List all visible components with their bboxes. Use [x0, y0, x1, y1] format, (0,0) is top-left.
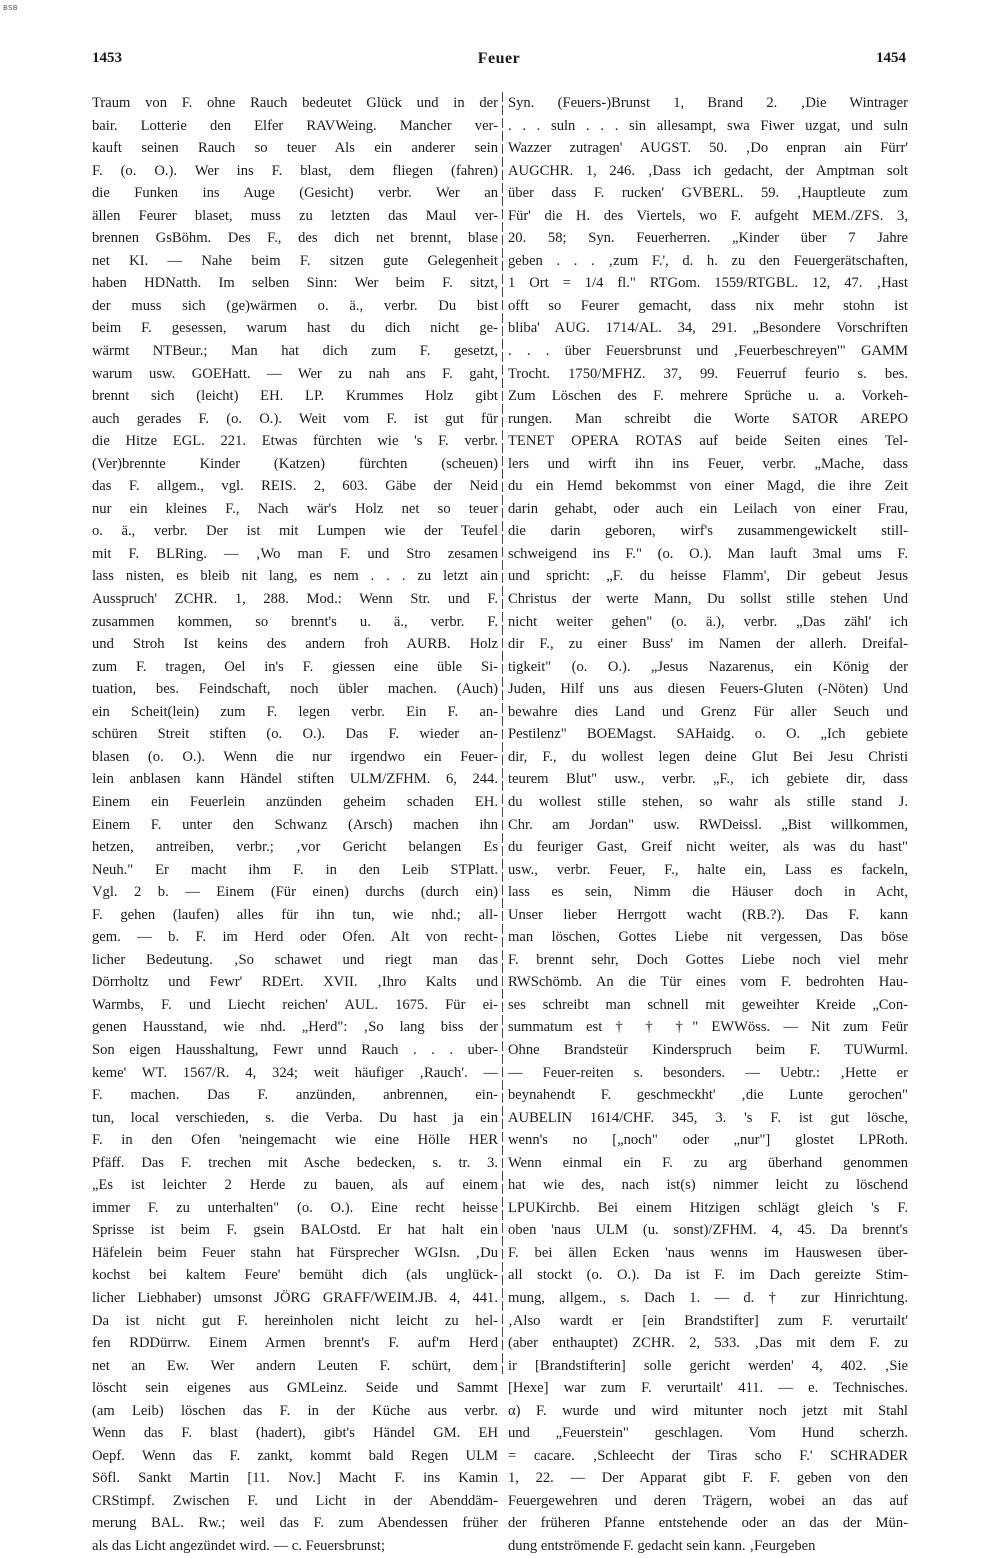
- text-line: RWSchömb. An die Tür eines vom F. bedrohten Hau-: [508, 974, 908, 991]
- text-line: brennen GsBöhm. Des F., des dich net brennt, blase: [92, 230, 498, 247]
- text-line: lass nisten, es bleib nit lang, es nem . . . zu letzt ain: [92, 568, 498, 585]
- text-line: Feuergewehren und deren Trägern, wobei an das auf: [508, 1492, 908, 1509]
- text-line: 20. 58; Syn. Feuerherren. „Kinder über 7 Jahre: [508, 230, 908, 247]
- text-line: und Stroh Ist keins des andern froh AURB. Holz: [92, 636, 498, 653]
- text-line: net an Ew. Wer andern Leuten F. schürt, dem: [92, 1357, 498, 1374]
- text-line: dir F., zu einer Buss' im Namen der allerh. Dreifal-: [508, 636, 908, 653]
- text-line: Trocht. 1750/MFHZ. 37, 99. Feuerruf feurio s. bes.: [508, 365, 908, 382]
- text-line: . . . suln . . . sin allesampt, swa Fiwer uzgat, und suln: [508, 117, 908, 134]
- text-line: nur ein kleines F., Nach wär's Holz net so teuer: [92, 500, 498, 517]
- text-line: Oepf. Wenn das F. zankt, kommt bald Regen ULM: [92, 1447, 498, 1464]
- text-line: und spricht: „F. du heisse Flamm', Dir gebeut Jesus: [508, 568, 908, 585]
- text-line: kochst bei kaltem Feure' bemüht dich (als unglück-: [92, 1267, 498, 1284]
- text-line: wenn's no [„noch" oder „nur"] glostet LPRoth.: [508, 1132, 908, 1149]
- text-line: F. gehen (laufen) alles für ihn tun, wie nhd.; all-: [92, 906, 498, 923]
- text-line: und „Feuerstein" geschlagen. Vom Hund scherzh.: [508, 1425, 908, 1442]
- text-line: dung entströmende F. gedacht sein kann. ‚Feurgeben: [508, 1538, 816, 1554]
- text-line: darin gehabt, oder auch ein Leilach von einer Frau,: [508, 500, 908, 517]
- text-line: Pestilenz" BOEMagst. SAHaidg. o. O. „Ich gebiete: [508, 726, 908, 743]
- text-line: licher Liebhaber) umsonst JÖRG GRAFF/WEIM.JB. 4, 441.: [92, 1289, 498, 1306]
- text-line: merung BAL. Rw.; weil das F. zum Abendessen früher: [92, 1515, 498, 1532]
- text-line: summatum est † † †" EWWöss. — Nit zum Feür: [508, 1019, 908, 1036]
- text-line: du feuriger Gast, Greif nicht weiter, als was du hast": [508, 839, 908, 856]
- text-line: ein Scheit(lein) zum F. legen verbr. Ein F. an-: [92, 703, 498, 720]
- text-line: Syn. (Feuers-)Brunst 1, Brand 2. ‚Die Wintrager: [508, 95, 908, 111]
- text-line: zum F. tragen, Oel in's F. giessen eine üble Si-: [92, 658, 498, 675]
- text-line: Juden, Hilf uns aus diesen Feuers-Gluten (-Nöten) Und: [508, 681, 908, 698]
- text-line: beim F. gesessen, warum hast du dich nicht ge-: [92, 320, 498, 337]
- text-line: hat wie des, nach ist(s) nimmer leicht zu löschend: [508, 1177, 908, 1194]
- text-line: F. (o. O.). Wer ins F. blast, dem fliegen (fahren): [92, 162, 498, 179]
- text-line: Da ist nicht gut F. hereinholen nicht leicht zu hel-: [92, 1312, 498, 1329]
- text-line: tuation, bes. Feindschaft, noch übler machen. (Auch): [92, 681, 498, 698]
- text-line: über dass F. rucken' GVBERL. 59. ‚Hauptleute zum: [508, 185, 908, 202]
- text-line: Für' die H. des Viertels, wo F. aufgeht MEM./ZFS. 3,: [508, 207, 908, 224]
- text-line: zusammen kommen, so brennt's u. ä., verbr. F.: [92, 613, 498, 630]
- text-line: licher Bedeutung. ‚So schawet und riegt man das: [92, 951, 498, 968]
- library-watermark: BSB: [3, 4, 18, 12]
- left-text-column: [92, 92, 498, 1554]
- text-line: = cacare. ‚Schleecht der Tiras scho F.' SCHRADER: [508, 1447, 908, 1464]
- text-line: AUGCHR. 1, 246. ‚Dass ich gedacht, der Amptman solt: [508, 162, 908, 179]
- text-line: AUBELIN 1614/CHF. 345, 3. 's F. ist gut lösche,: [508, 1109, 908, 1126]
- text-line: die darin geboren, wirf's zusammengewickelt still-: [508, 523, 908, 540]
- text-line: F. machen. Das F. anzünden, anbrennen, ein-: [92, 1087, 498, 1104]
- text-line: genen Hausstand, wie nhd. „Herd": ‚So lang biss der: [92, 1019, 498, 1036]
- text-line: (Ver)brennte Kinder (Katzen) fürchten (scheuen): [92, 455, 498, 472]
- text-line: keme' WT. 1567/R. 4, 324; weit häufiger ‚Rauch'. —: [92, 1064, 498, 1081]
- text-line: . . . über Feuersbrunst und ‚Feuerbeschreyen'" GAMM: [508, 343, 908, 360]
- text-line: beynahendt F. geschmeckht' ‚die Lunte gerochen": [508, 1087, 908, 1104]
- text-line: Christus der werte Mann, Du sollst stille stehen Und: [508, 591, 908, 608]
- text-line: CRStimpf. Zwischen F. und Licht in der Abenddäm-: [92, 1492, 498, 1509]
- text-line: Dörrholtz und Fewr' RDErt. XVII. ‚Ihro Kalts und: [92, 974, 498, 991]
- text-line: Chr. am Jordan" usw. RWDeissl. „Bist willkommen,: [508, 816, 908, 833]
- text-line: man löschen, Gottes Liebe nit vergessen, Das böse: [508, 929, 908, 946]
- text-line: dir, F., du wollest legen deine Glut Bei Jesu Christi: [508, 748, 908, 765]
- text-line: Söfl. Sankt Martin [11. Nov.] Macht F. ins Kamin: [92, 1470, 498, 1487]
- text-line: als das Licht angezündet wird. — c. Feuersbrunst;: [92, 1538, 386, 1554]
- text-line: Zum Löschen des F. mehrere Sprüche u. a. Vorkeh-: [508, 388, 908, 405]
- text-line: TENET OPERA ROTAS auf beide Seiten eines Tel-: [508, 433, 908, 450]
- text-line: „Es ist leichter 2 Herde zu bauen, als auf einem: [92, 1177, 498, 1194]
- text-line: mung, allgem., s. Dach 1. — d. † zur Hinrichtung.: [508, 1289, 908, 1306]
- text-line: die Funken ins Auge (Gesicht) verbr. Wer an: [92, 185, 498, 202]
- text-line: ‚Also wardt er [ein Brandstifter] zum F. verurtailt': [508, 1312, 908, 1329]
- text-line: tigkeit" (o. O.). „Jesus Nazarenus, ein König der: [508, 658, 908, 675]
- text-line: α) F. wurde und wird mitunter noch jetzt mit Stahl: [508, 1402, 908, 1419]
- text-line: auch gerades F. (o. O.). Weit vom F. ist gut für: [92, 410, 498, 427]
- text-line: offt so Feurer gemacht, dass nix mehr stohn ist: [508, 297, 908, 314]
- text-line: 1, 22. — Der Apparat gibt F. F. geben von den: [508, 1470, 908, 1487]
- running-headword: Feuer: [477, 50, 521, 67]
- text-line: teurem Blut" usw., verbr. „F., ich gebiete dir, dass: [508, 771, 908, 788]
- text-line: Einem F. unter den Schwanz (Arsch) machen ihn: [92, 816, 498, 833]
- text-line: bewahre dies Land und Grenz Für aller Seuch und: [508, 703, 908, 720]
- text-line: Unser lieber Herrgott wacht (RB.?). Das F. kann: [508, 906, 908, 923]
- text-line: oben 'naus ULM (u. sonst)/ZFHM. 4, 45. Da brennt's: [508, 1222, 908, 1239]
- text-line: Vgl. 2 b. — Einem (Für einen) durchs (durch ein): [92, 884, 498, 901]
- text-line: blasen (o. O.). Wenn die nur irgendwo ein Feuer-: [92, 748, 498, 765]
- text-line: Wenn das F. blast (hadert), gibt's Händel GM. EH: [92, 1425, 498, 1442]
- text-line: Sprisse ist beim F. gsein BALOstd. Er hat halt ein: [92, 1222, 498, 1239]
- text-line: schüren Streit stiften (o. O.). Das F. wieder an-: [92, 726, 498, 743]
- text-line: ses schreibt man schnell mit geweihter Kreide „Con-: [508, 996, 908, 1013]
- right-text-column: [508, 92, 908, 1554]
- text-line: die Hitze EGL. 221. Etwas fürchten wie 's F. verbr.: [92, 433, 498, 450]
- text-line: lein anblasen kann Händel stiften ULM/ZFHM. 6, 244.: [92, 771, 498, 788]
- text-line: lass es sein, Nimm die Häuser doch in Acht,: [508, 884, 908, 901]
- text-line: rungen. Man schreibt die Worte SATOR AREPO: [508, 410, 908, 427]
- text-line: o. ä., verbr. Der ist mit Lumpen wie der Teufel: [92, 523, 498, 540]
- text-line: net KI. — Nahe beim F. sitzen gute Gelegenheit: [92, 252, 498, 269]
- text-line: LPUKirchb. Bei einem Hitzigen schlägt gleich 's F.: [508, 1199, 908, 1216]
- text-line: warum usw. GOEHatt. — Wer zu nah ans F. gaht,: [92, 365, 498, 382]
- text-line: (am Leib) löschen das F. in der Küche aus verbr.: [92, 1402, 498, 1419]
- text-line: Warmbs, F. und Liecht reichen' AUL. 1675. Für ei-: [92, 996, 498, 1013]
- text-line: Ohne Brandsteür Kinderspruch beim F. TUWurml.: [508, 1041, 908, 1058]
- text-line: löscht sein eigenes aus GMLeinz. Seide und Sammt: [92, 1380, 498, 1397]
- text-line: ir [Brandstifterin] solle gericht werden' 4, 402. ‚Sie: [508, 1357, 908, 1374]
- text-line: lers und wirft ihn ins Feuer, verbr. „Mache, dass: [508, 455, 908, 472]
- text-line: du ein Hemd bekommst von einer Magd, die ihre Zeit: [508, 478, 908, 495]
- text-line: immer F. zu unterhalten" (o. O.). Eine recht heisse: [92, 1199, 498, 1216]
- text-line: Son eigen Hausshaltung, Fewr unnd Rauch . . . uber-: [92, 1041, 498, 1058]
- text-line: du wollest stille stehen, so wahr als stille stand J.: [508, 793, 908, 810]
- text-line: — Feuer-reiten s. besonders. — Uebtr.: ‚Hette er: [508, 1064, 908, 1081]
- text-line: das F. allgem., vgl. REIS. 2, 603. Gäbe der Neid: [92, 478, 498, 495]
- text-line: schweigend ins F." (o. O.). Man lauft 3mal ums F.: [508, 545, 908, 562]
- text-line: der muss sich (ge)wärmen o. ä., verbr. Du bist: [92, 297, 498, 314]
- text-line: Häfelein beim Feuer stahn hat Fürsprecher WGIsn. ‚Du: [92, 1244, 498, 1261]
- text-line: Pfäff. Das F. trechen mit Asche bedecken, s. tr. 3.: [92, 1154, 498, 1171]
- text-line: [Hexe] war zum F. verurtailt' 411. — e. Technisches.: [508, 1380, 908, 1397]
- text-line: tun, local verschieden, s. die Verba. Du hast ja ein: [92, 1109, 498, 1126]
- text-line: Einem ein Feuerlein anzünden geheim schaden EH.: [92, 793, 498, 810]
- left-column-number: 1453: [92, 50, 122, 66]
- text-line: brennt sich (leicht) EH. LP. Krummes Holz gibt: [92, 388, 498, 405]
- text-line: fen RDDürrw. Einem Armen brennt's F. auf'm Herd: [92, 1335, 498, 1352]
- text-line: haben HDNatth. Im selben Sinn: Wer beim F. sitzt,: [92, 275, 498, 292]
- text-line: gem. — b. F. im Herd oder Ofen. Alt von recht-: [92, 929, 498, 946]
- text-line: all stockt (o. O.). Da ist F. im Dach gereizte Stim-: [508, 1267, 908, 1284]
- text-line: ällen Feurer blaset, muss zu letzten das Maul ver-: [92, 207, 498, 224]
- text-line: usw., verbr. Feuer, F., halte ein, Lass es fackeln,: [508, 861, 908, 878]
- text-line: mit F. BLRing. — ‚Wo man F. und Stro zesamen: [92, 545, 498, 562]
- text-line: geben . . . ‚zum F.', d. h. zu den Feuergerätschaften,: [508, 252, 908, 269]
- text-line: Wazzer zutragen' AUGST. 50. ‚Do enpran ain Fürr': [508, 140, 908, 157]
- text-line: hetzen, antreiben, verbr.; ‚vor Gericht belangen Es: [92, 839, 498, 856]
- text-line: F. in den Ofen 'neingemacht wie eine Hölle HER: [92, 1132, 498, 1149]
- text-line: Ausspruch' ZCHR. 1, 288. Mod.: Wenn Str. und F.: [92, 591, 498, 608]
- column-divider: [502, 92, 503, 1374]
- text-line: (aber enthauptet) ZCHR. 2, 533. ‚Das mit dem F. zu: [508, 1335, 908, 1352]
- text-line: kauft seinen Rauch so teuer Als ein anderer sein: [92, 140, 498, 157]
- text-line: bair. Lotterie den Elfer RAVWeing. Mancher ver-: [92, 117, 498, 134]
- text-line: wärmt NTBeur.; Man hat dich zum F. gesetzt,: [92, 343, 498, 360]
- right-column-number: 1454: [876, 50, 906, 66]
- text-line: F. bei ällen Ecken 'naus wenns im Hauswesen über-: [508, 1244, 908, 1261]
- text-line: nicht weiter gehen" (o. ä.), verbr. „Das zähl' ich: [508, 613, 908, 630]
- text-line: 1 Ort = 1/4 fl." RTGom. 1559/RTGBL. 12, 47. ‚Hast: [508, 275, 908, 292]
- text-line: Traum von F. ohne Rauch bedeutet Glück und in der: [92, 95, 498, 111]
- text-line: bliba' AUG. 1714/AL. 34, 291. „Besondere Vorschriften: [508, 320, 908, 337]
- page-header: [92, 50, 906, 74]
- text-line: Neuh." Er macht ihm F. in den Leib STPlatt.: [92, 861, 498, 878]
- text-line: F. brennt sehr, Doch Gottes Liebe noch viel mehr: [508, 951, 908, 968]
- text-line: Wenn einmal ein F. zu arg überhand genommen: [508, 1154, 908, 1171]
- text-line: der früheren Pfanne entstehende oder an das der Mün-: [508, 1515, 908, 1532]
